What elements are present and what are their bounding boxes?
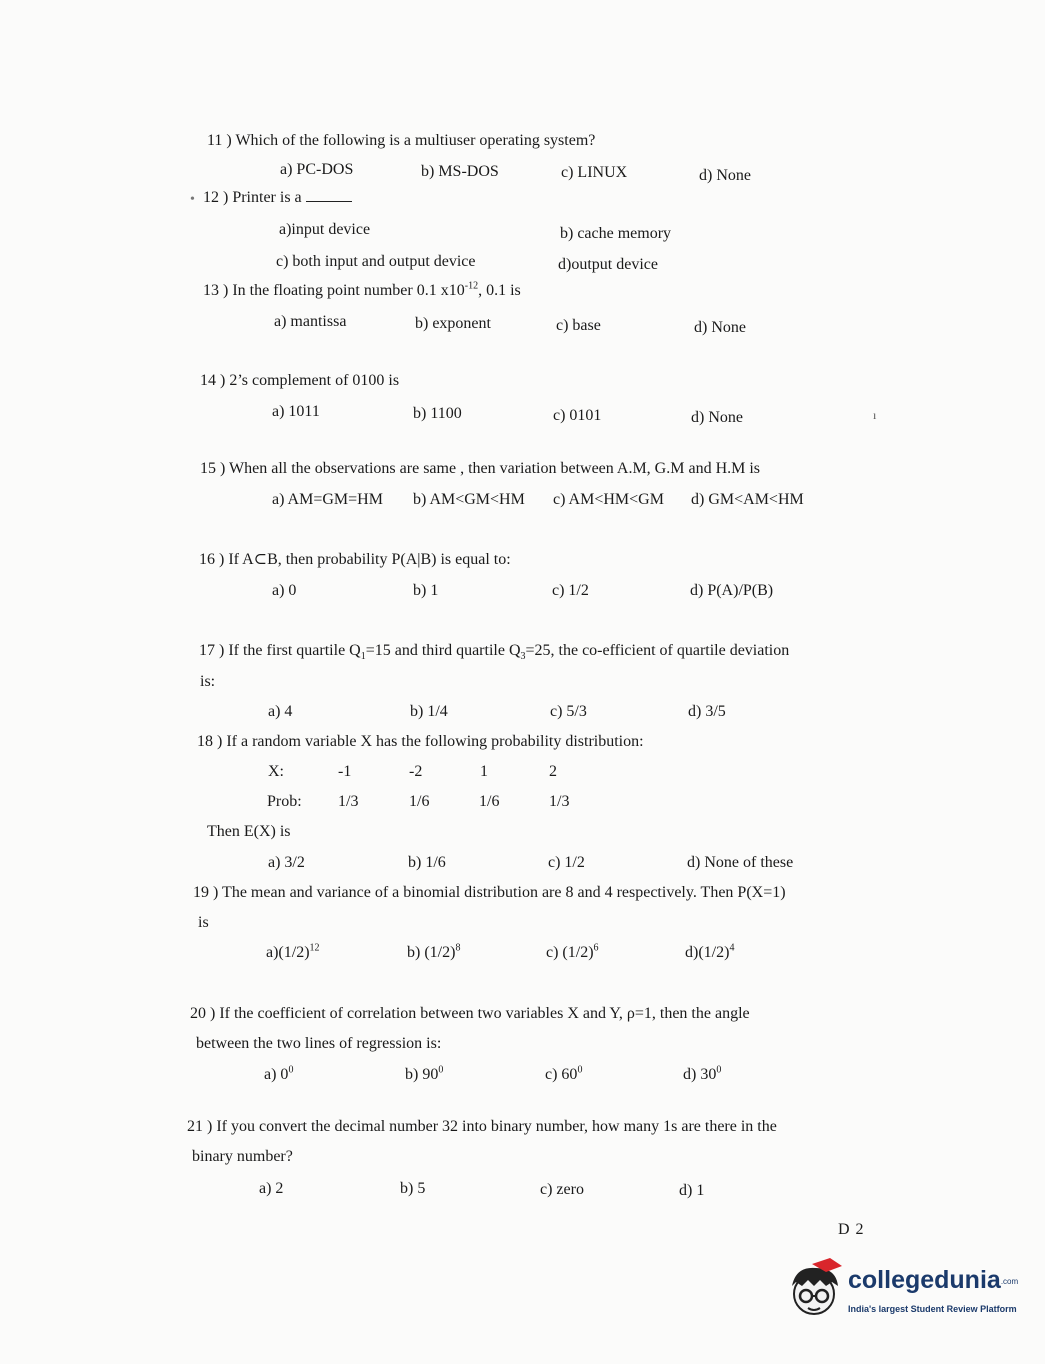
q21-option-d: d) 1 bbox=[679, 1182, 705, 1199]
q20-option-c: c) $60^0$ bbox=[545, 1064, 583, 1083]
question-18: 18 ) If a random variable X has the following probability distribution: bbox=[197, 733, 644, 750]
q19-option-c: c) $(1/2)^6$ bbox=[546, 942, 599, 961]
q11-option-c: c) LINUX bbox=[561, 164, 628, 181]
brand-name: collegedunia.com bbox=[848, 1266, 1019, 1294]
q11-option-d: d) None bbox=[699, 167, 751, 184]
question-17-continued: is: bbox=[200, 673, 216, 690]
q14-option-b: b) 1100 bbox=[413, 405, 462, 422]
question-19: 19 ) The mean and variance of a binomial distribution are 8 and 4 respectively. Then P(X=1) bbox=[193, 884, 786, 901]
q16-option-c: c) 1/2 bbox=[552, 582, 589, 599]
q17-option-d: d) 3/5 bbox=[688, 703, 726, 720]
q12-option-a: a)input device bbox=[279, 221, 371, 238]
q17-option-b: b) 1/4 bbox=[410, 703, 448, 720]
page-number: D 2 bbox=[838, 1221, 865, 1238]
q13-option-a: a) mantissa bbox=[274, 313, 347, 330]
q21-option-c: c) zero bbox=[540, 1181, 584, 1198]
margin-mark: ı bbox=[873, 408, 877, 422]
q18-option-b: b) 1/6 bbox=[408, 854, 446, 871]
q11-option-b: b) MS-DOS bbox=[421, 163, 499, 180]
q20-option-d: d) $30^0$ bbox=[683, 1064, 722, 1083]
question-14: 14 ) 2’s complement of 0100 is bbox=[200, 372, 400, 389]
question-12: 12 ) Printer is a bbox=[203, 188, 352, 208]
question-15: 15 ) When all the observations are same , then variation between A.M, G.M and H.M is bbox=[200, 460, 761, 477]
prob-value: 1/3 bbox=[338, 793, 359, 810]
q17-option-a: a) 4 bbox=[268, 703, 293, 720]
q15-option-b: b) AM<GM<HM bbox=[413, 491, 525, 508]
q14-option-d: d) None bbox=[691, 409, 743, 426]
mascot-icon bbox=[786, 1256, 846, 1326]
q20-option-b: b) $90^0$ bbox=[405, 1064, 444, 1083]
x-value: -1 bbox=[338, 763, 352, 780]
q19-option-d: $d)(1/2)^4$ bbox=[685, 942, 735, 961]
question-20: 20 ) If the coefficient of correlation between two variables X and Y, ρ=1, then the angle bbox=[190, 1005, 750, 1022]
blank-line bbox=[306, 189, 352, 202]
x-value: 1 bbox=[480, 763, 488, 780]
q21-option-a: a) 2 bbox=[259, 1180, 284, 1197]
question-16: 16 ) If A⊂B, then probability P(A|B) is equal to: bbox=[199, 551, 511, 568]
bullet-mark: • bbox=[190, 192, 195, 207]
q14-option-a: a) 1011 bbox=[272, 403, 320, 420]
q11-option-a: a) PC-DOS bbox=[280, 161, 354, 178]
q18-option-a: a) 3/2 bbox=[268, 854, 305, 871]
q13-option-d: d) None bbox=[694, 319, 746, 336]
q18-option-d: d) None of these bbox=[687, 854, 794, 871]
prob-value: 1/6 bbox=[409, 793, 430, 810]
q16-option-a: a) 0 bbox=[272, 582, 297, 599]
question-21-continued: binary number? bbox=[192, 1148, 293, 1165]
q15-option-a: a) AM=GM=HM bbox=[272, 491, 383, 508]
q13-option-c: c) base bbox=[556, 317, 601, 334]
question-17: 17 ) If the first quartile $Q_1=15$ and third quartile $Q_3=25$, the co-efficient of quartile deviation bbox=[199, 642, 790, 663]
q15-option-d: d) GM<AM<HM bbox=[691, 491, 804, 508]
x-value: 2 bbox=[549, 763, 557, 780]
question-13: 13 ) In the floating point number 0.1 $x10^{-12}$, 0.1 is bbox=[203, 280, 521, 299]
collegedunia-logo bbox=[786, 1256, 1019, 1328]
q20-option-a: a) $0^0$ bbox=[264, 1064, 294, 1083]
q13-option-b: b) exponent bbox=[415, 315, 491, 332]
q19-option-a: $a)(1/2)^{12}$ bbox=[266, 942, 320, 961]
question-20-continued: between the two lines of regression is: bbox=[196, 1035, 442, 1052]
q12-option-c: c) both input and output device bbox=[276, 253, 476, 270]
x-value: -2 bbox=[409, 763, 423, 780]
q19-option-b: b) $(1/2)^8$ bbox=[407, 942, 461, 961]
question-21: 21 ) If you convert the decimal number 32 into binary number, how many 1s are there in the bbox=[187, 1118, 777, 1135]
prob-row-label: Prob: bbox=[267, 793, 302, 810]
q16-option-b: b) 1 bbox=[413, 582, 439, 599]
question-11: 11 ) Which of the following is a multiuser operating system? bbox=[207, 132, 596, 149]
q17-option-c: c) 5/3 bbox=[550, 703, 587, 720]
prob-value: 1/6 bbox=[479, 793, 500, 810]
question-19-continued: is bbox=[198, 914, 209, 931]
q12-option-d: d)output device bbox=[558, 256, 658, 273]
x-row-label: X: bbox=[268, 763, 284, 780]
q18-option-c: c) 1/2 bbox=[548, 854, 585, 871]
brand-tagline: India's largest Student Review Platform bbox=[848, 1304, 1017, 1314]
q21-option-b: b) 5 bbox=[400, 1180, 426, 1197]
question-18-then: Then E(X) is bbox=[207, 823, 291, 840]
q16-option-d: d) P(A)/P(B) bbox=[690, 582, 774, 599]
q15-option-c: c) AM<HM<GM bbox=[553, 491, 664, 508]
prob-value: 1/3 bbox=[549, 793, 570, 810]
q12-option-b: b) cache memory bbox=[560, 225, 672, 242]
q14-option-c: c) 0101 bbox=[553, 407, 602, 424]
